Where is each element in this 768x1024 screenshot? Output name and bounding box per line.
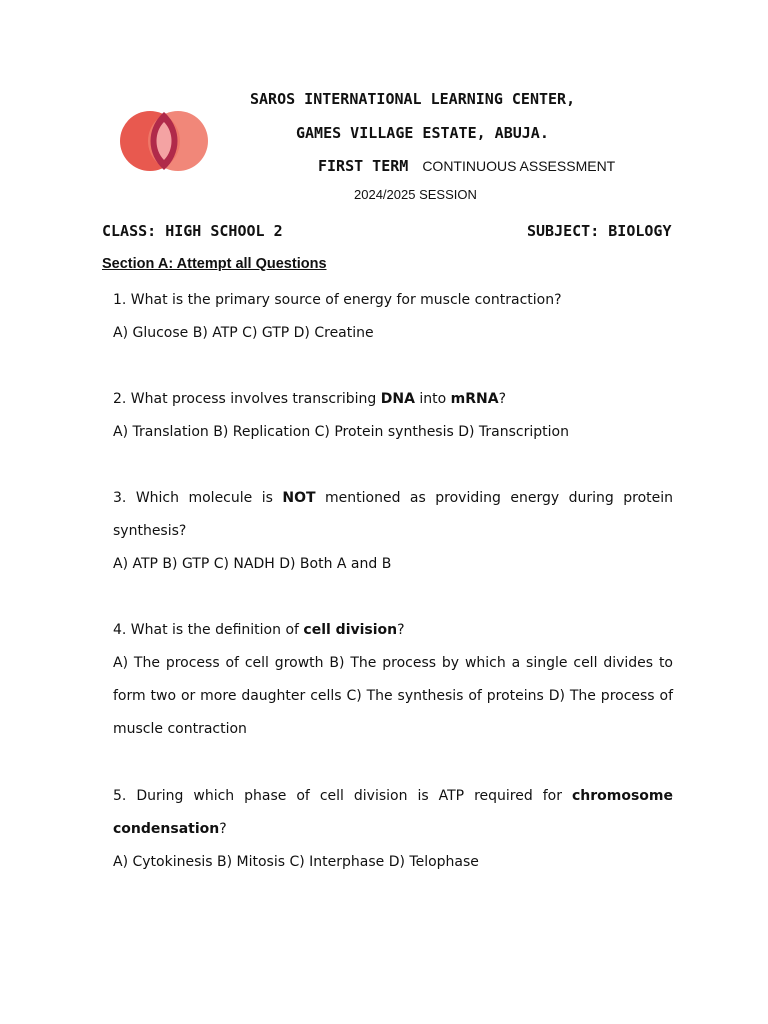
term-line xyxy=(318,157,768,175)
question-text-part: 4. What is the definition of xyxy=(113,622,304,638)
question-3 xyxy=(113,482,673,581)
section-title: Section A: Attempt all Questions xyxy=(102,256,327,272)
question-text-part: 5. During which phase of cell division is ATP required for xyxy=(113,788,572,804)
question-options: A) Glucose B) ATP C) GTP D) Creatine xyxy=(113,325,374,341)
school-name: SAROS INTERNATIONAL LEARNING CENTER, xyxy=(250,90,576,108)
question-text xyxy=(113,780,673,846)
question-5 xyxy=(113,780,673,879)
assessment-label: CONTINUOUS ASSESSMENT xyxy=(422,158,616,174)
question-options: A) Cytokinesis B) Mitosis C) Interphase D) Telophase xyxy=(113,854,479,870)
question-keyword: cell division xyxy=(303,622,398,638)
question-text xyxy=(113,614,673,647)
question-keyword: chromosome condensation xyxy=(113,788,673,837)
question-text-part: 2. What process involves transcribing xyxy=(113,391,381,407)
question-text xyxy=(113,383,673,416)
question-options: A) Translation B) Replication C) Protein synthesis D) Transcription xyxy=(113,424,569,440)
school-logo xyxy=(118,100,210,182)
class-label: CLASS: HIGH SCHOOL 2 xyxy=(102,222,283,240)
term-label: FIRST TERM xyxy=(318,157,409,175)
school-address: GAMES VILLAGE ESTATE, ABUJA. xyxy=(296,124,549,142)
subject-label: SUBJECT: BIOLOGY xyxy=(527,222,672,240)
question-text-part: into xyxy=(414,391,451,407)
question-text-part: ? xyxy=(498,391,507,407)
question-keyword: DNA xyxy=(380,391,415,407)
question-2 xyxy=(113,383,673,449)
question-keyword: NOT xyxy=(282,490,316,506)
question-text-part: ? xyxy=(219,821,227,837)
question-options: A) ATP B) GTP C) NADH D) Both A and B xyxy=(113,556,392,572)
question-text-part: 3. Which molecule is xyxy=(113,490,283,506)
session-label: 2024/2025 SESSION xyxy=(354,187,477,202)
question-text: 1. What is the primary source of energy for muscle contraction? xyxy=(113,292,562,308)
question-4 xyxy=(113,614,673,746)
question-text-part: mentioned as providing energy during protein synthesis? xyxy=(113,490,673,539)
question-text xyxy=(113,482,673,548)
question-1 xyxy=(113,284,673,350)
question-options: A) The process of cell growth B) The process by which a single cell divides to form two or more daughter cells C) The synthesis of proteins D) The process of muscle contraction xyxy=(113,655,673,737)
question-keyword: mRNA xyxy=(450,391,499,407)
question-text-part: ? xyxy=(397,622,405,638)
